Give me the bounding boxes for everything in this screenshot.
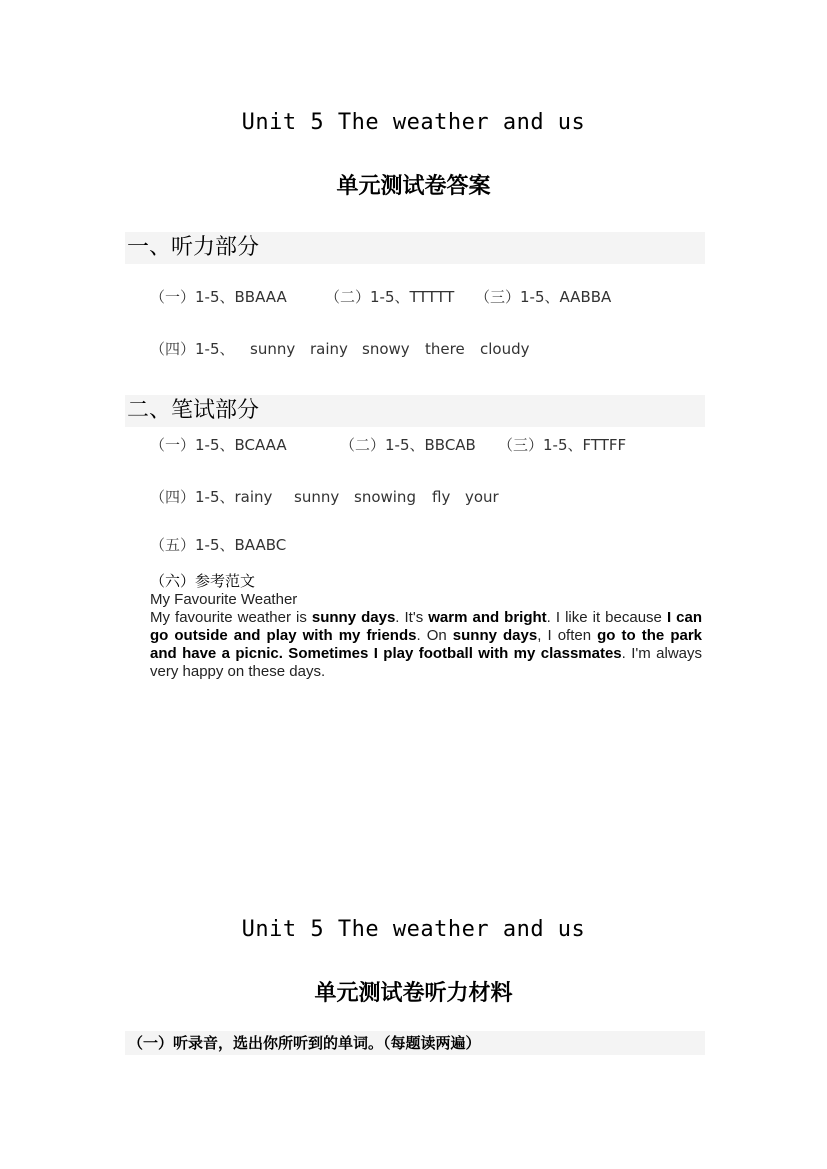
written-word-3: fly (432, 488, 451, 506)
listening-word-3: snowy (362, 340, 410, 358)
written-word-2: snowing (354, 488, 416, 506)
essay-title: My Favourite Weather (150, 591, 298, 608)
listening-material-title-cn: 单元测试卷听力材料 (314, 980, 513, 1006)
written-answer-part3: （三）1-5、FTTFF (498, 436, 627, 454)
written-answer-part1: （一）1-5、BCAAA (150, 436, 287, 454)
listening-row-1 (150, 286, 611, 308)
listening-word-4: there (425, 340, 465, 358)
essay-label: （六）参考范文 (150, 572, 256, 590)
listening-material-section-1: （一）听录音，选出你所听到的单词。（每题读两遍） (128, 1034, 481, 1052)
listening-row-2 (150, 338, 530, 360)
listening-material-title-en: Unit 5 The weather and us (241, 917, 586, 942)
written-row-3: （五）1-5、BAABC (150, 536, 287, 554)
listening-word-2: rainy (310, 340, 348, 358)
written-heading: 二、笔试部分 (127, 398, 260, 423)
essay-body: My favourite weather is sunny days. It's warm and bright. I like it because I can go outside and play with my friends. On sunny days, I often go to the park and have a picnic. Sometimes I play football with my classmates. I'm always very happy on these days. (150, 609, 703, 680)
model-essay (150, 591, 702, 681)
listening-answer-part2: （二）1-5、TTTTT (325, 288, 455, 306)
written-answer-part4: （四）1-5、rainy (150, 488, 273, 506)
listening-answer-part1: （一）1-5、BBAAA (150, 288, 287, 306)
written-answer-part2: （二）1-5、BBCAB (340, 436, 476, 454)
written-word-1: sunny (294, 488, 340, 506)
listening-answer-part3: （三）1-5、AABBA (475, 288, 612, 306)
listening-answer-part4: （四）1-5、 (150, 340, 235, 358)
written-word-4: your (465, 488, 499, 506)
answer-title-cn: 单元测试卷答案 (336, 173, 491, 199)
listening-word-1: sunny (250, 340, 296, 358)
written-row-1 (150, 434, 626, 456)
answer-title-en: Unit 5 The weather and us (241, 110, 586, 135)
listening-word-5: cloudy (480, 340, 530, 358)
written-row-2 (150, 486, 499, 508)
listening-heading: 一、听力部分 (127, 235, 260, 260)
